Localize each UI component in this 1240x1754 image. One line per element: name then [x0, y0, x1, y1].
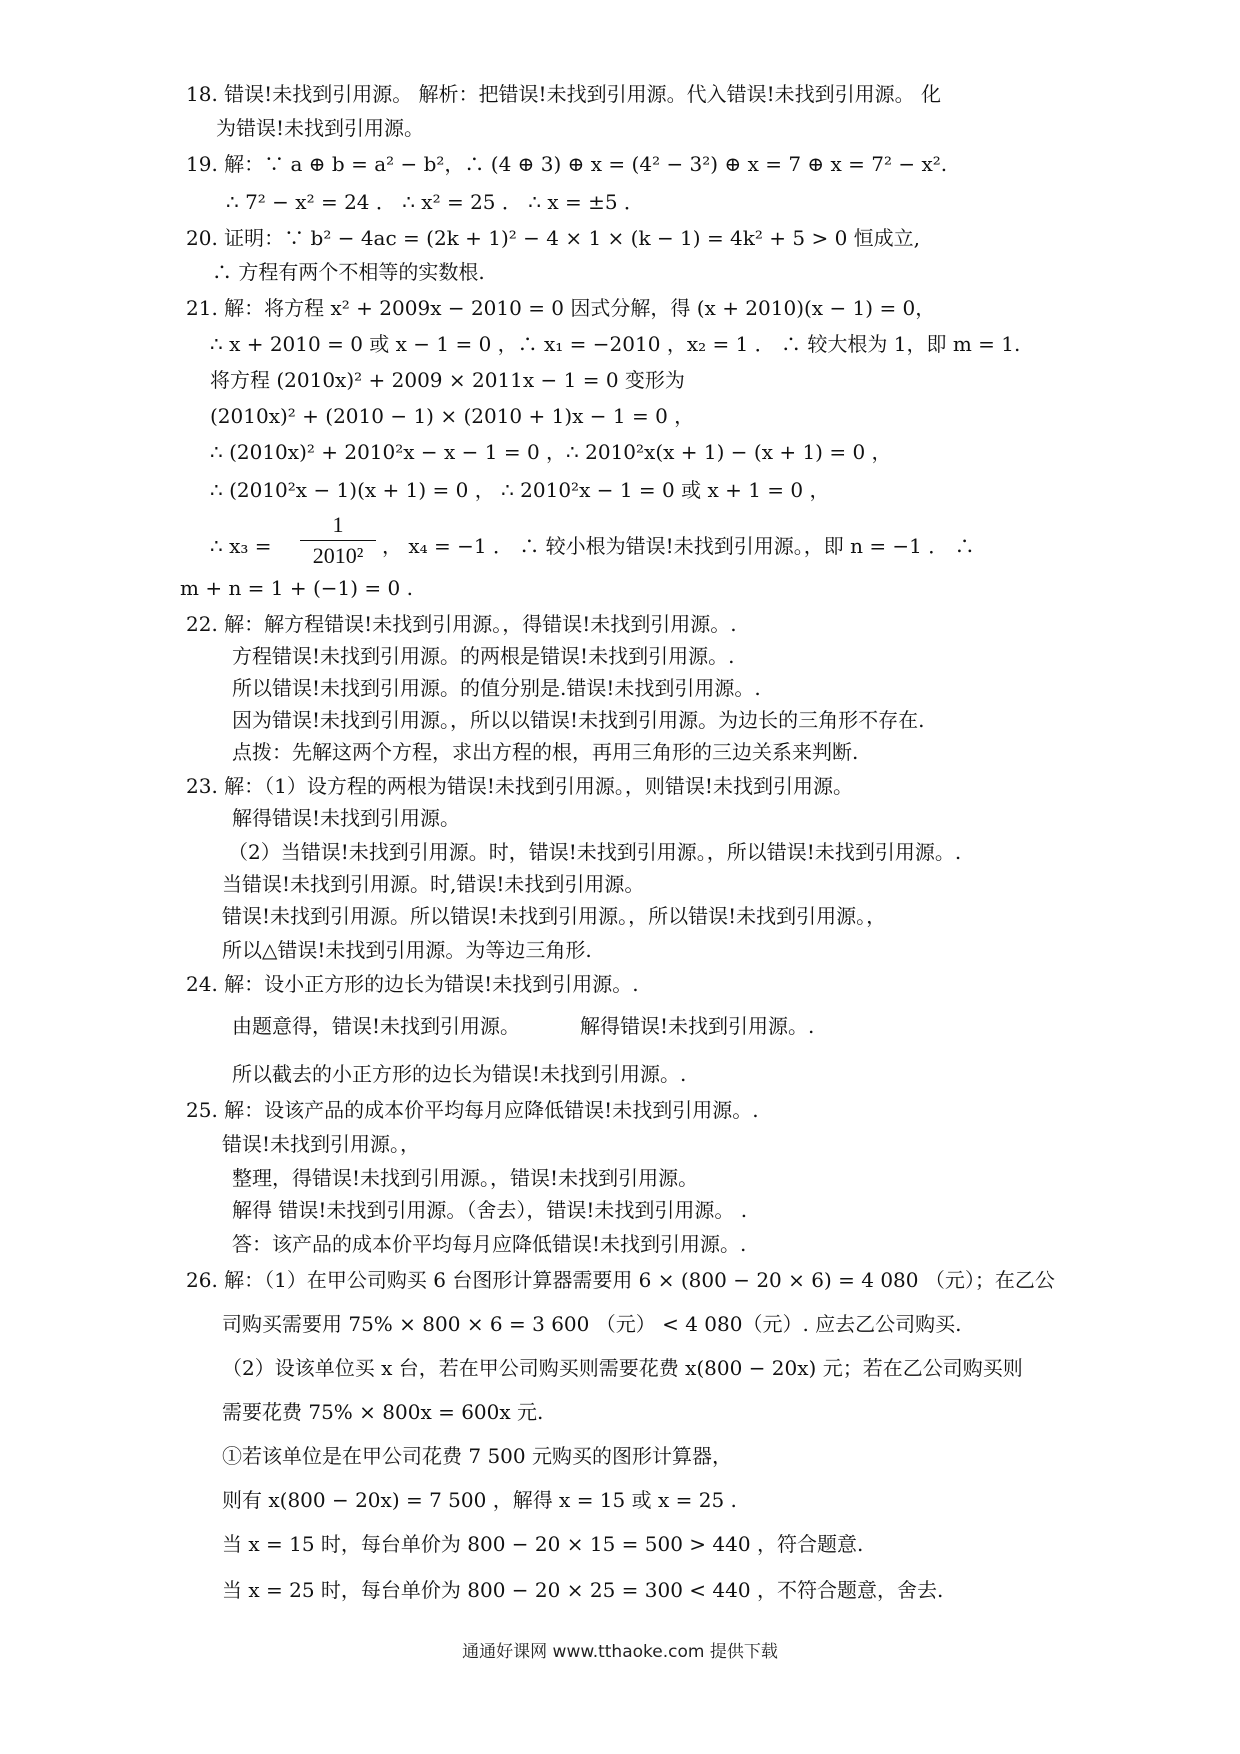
answer-25-line-3: 整理，得错误!未找到引用源。，错误!未找到引用源。: [232, 1166, 699, 1190]
answer-21-line-5: ∴ (2010x)² + 2010²x − x − 1 = 0 ，∴ 2010²x(x + 1) − (x + 1) = 0 ，: [210, 440, 892, 464]
answer-21-line-1: 21. 解：将方程 x² + 2009x − 2010 = 0 因式分解，得 (x + 2010)(x − 1) = 0，: [186, 296, 936, 320]
answer-22-line-4: 因为错误!未找到引用源。，所以以错误!未找到引用源。为边长的三角形不存在.: [232, 708, 925, 732]
answer-19-line-1: 19. 解：∵ a ⊕ b = a² − b²，∴ (4 ⊕ 3) ⊕ x = (4² − 3²) ⊕ x = 7 ⊕ x = 7² − x².: [186, 152, 948, 176]
answer-19-line-2: ∴ 7² − x² = 24 ． ∴ x² = 25 ． ∴ x = ±5 ．: [226, 190, 644, 214]
answer-23-line-5: 错误!未找到引用源。所以错误!未找到引用源。，所以错误!未找到引用源。，: [222, 904, 887, 928]
answer-23-line-2: 解得错误!未找到引用源。: [232, 806, 461, 830]
fraction-numerator: 1: [332, 512, 344, 537]
answer-26-line-7: 当 x = 15 时，每台单价为 800 − 20 × 15 = 500 > 440 ，符合题意.: [222, 1532, 864, 1556]
answer-25-line-5: 答：该产品的成本价平均每月应降低错误!未找到引用源。.: [232, 1232, 747, 1256]
answer-23-line-3: （2）当错误!未找到引用源。时，错误!未找到引用源。，所以错误!未找到引用源。.: [228, 840, 962, 864]
answer-23-line-6: 所以△错误!未找到引用源。为等边三角形.: [222, 938, 592, 962]
answer-22-line-2: 方程错误!未找到引用源。的两根是错误!未找到引用源。.: [232, 644, 735, 668]
answer-26-line-6: 则有 x(800 − 20x) = 7 500 ，解得 x = 15 或 x = 25 .: [222, 1488, 737, 1512]
fraction-x3: [300, 510, 376, 571]
answer-26-line-5: ①若该单位是在甲公司花费 7 500 元购买的图形计算器，: [222, 1444, 732, 1468]
answer-22-line-5: 点拨：先解这两个方程，求出方程的根，再用三角形的三边关系来判断.: [232, 740, 859, 764]
answer-21-line-8: m + n = 1 + (−1) = 0 .: [180, 576, 413, 600]
answer-22-line-1: 22. 解：解方程错误!未找到引用源。，得错误!未找到引用源。.: [186, 612, 737, 636]
answer-20-line-1: 20. 证明：∵ b² − 4ac = (2k + 1)² − 4 × 1 × (k − 1) = 4k² + 5 > 0 恒成立,: [186, 226, 921, 250]
answer-26-line-3: （2）设该单位买 x 台，若在甲公司购买则需要花费 x(800 − 20x) 元；若在乙公司购买则: [222, 1356, 1023, 1380]
answer-23-line-1: 23. 解：（1）设方程的两根为错误!未找到引用源。，则错误!未找到引用源。: [186, 774, 853, 798]
answer-21-line-7a: ∴ x₃ =: [210, 534, 272, 558]
page-footer: 通通好课网 www.tthaoke.com 提供下载: [462, 1642, 778, 1662]
answer-22-line-3: 所以错误!未找到引用源。的值分别是.错误!未找到引用源。.: [232, 676, 761, 700]
answer-25-line-1: 25. 解：设该产品的成本价平均每月应降低错误!未找到引用源。.: [186, 1098, 759, 1122]
answer-21-line-6: ∴ (2010²x − 1)(x + 1) = 0 ， ∴ 2010²x − 1 = 0 或 x + 1 = 0 ，: [210, 478, 830, 502]
answer-24-line-2b: 解得错误!未找到引用源。.: [580, 1014, 815, 1038]
answer-24-line-1: 24. 解：设小正方形的边长为错误!未找到引用源。.: [186, 972, 639, 996]
answer-26-line-8: 当 x = 25 时，每台单价为 800 − 20 × 25 = 300 < 440 ，不符合题意，舍去.: [222, 1578, 944, 1602]
answer-26-line-1: 26. 解：（1）在甲公司购买 6 台图形计算器需要用 6 × (800 − 20 × 6) = 4 080 （元）；在乙公: [186, 1268, 1055, 1292]
answer-20-line-2: ∴ 方程有两个不相等的实数根.: [212, 260, 485, 284]
answer-24-line-3: 所以截去的小正方形的边长为错误!未找到引用源。.: [232, 1062, 687, 1086]
answer-21-line-4: (2010x)² + (2010 − 1) × (2010 + 1)x − 1 = 0 ，: [210, 404, 695, 428]
answer-23-line-4: 当错误!未找到引用源。时,错误!未找到引用源。: [222, 872, 645, 896]
answer-21-line-3: 将方程 (2010x)² + 2009 × 2011x − 1 = 0 变形为: [210, 368, 685, 392]
answer-21-line-2: ∴ x + 2010 = 0 或 x − 1 = 0 ，∴ x₁ = −2010 ，x₂ = 1 ． ∴ 较大根为 1，即 m = 1.: [210, 332, 1021, 356]
answer-26-line-4: 需要花费 75% × 800x = 600x 元.: [222, 1400, 544, 1424]
answer-26-line-2: 司购买需要用 75% × 800 × 6 = 3 600 （元） < 4 080（元）. 应去乙公司购买.: [222, 1312, 962, 1336]
answer-21-line-7b: ， x₄ = −1 ． ∴ 较小根为错误!未找到引用源。，即 n = −1 ． ∴: [382, 534, 975, 558]
fraction-denominator: 2010²: [312, 543, 364, 568]
answer-24-line-2a: 由题意得，错误!未找到引用源。: [232, 1014, 521, 1038]
answer-18-line-1: 18. 错误!未找到引用源。 解析：把错误!未找到引用源。代入错误!未找到引用源。 化: [186, 82, 941, 106]
answer-18-line-2: 为错误!未找到引用源。: [216, 116, 425, 140]
answer-25-line-2: 错误!未找到引用源。，: [222, 1132, 421, 1156]
answer-25-line-4: 解得 错误!未找到引用源。（舍去），错误!未找到引用源。 .: [232, 1198, 748, 1222]
